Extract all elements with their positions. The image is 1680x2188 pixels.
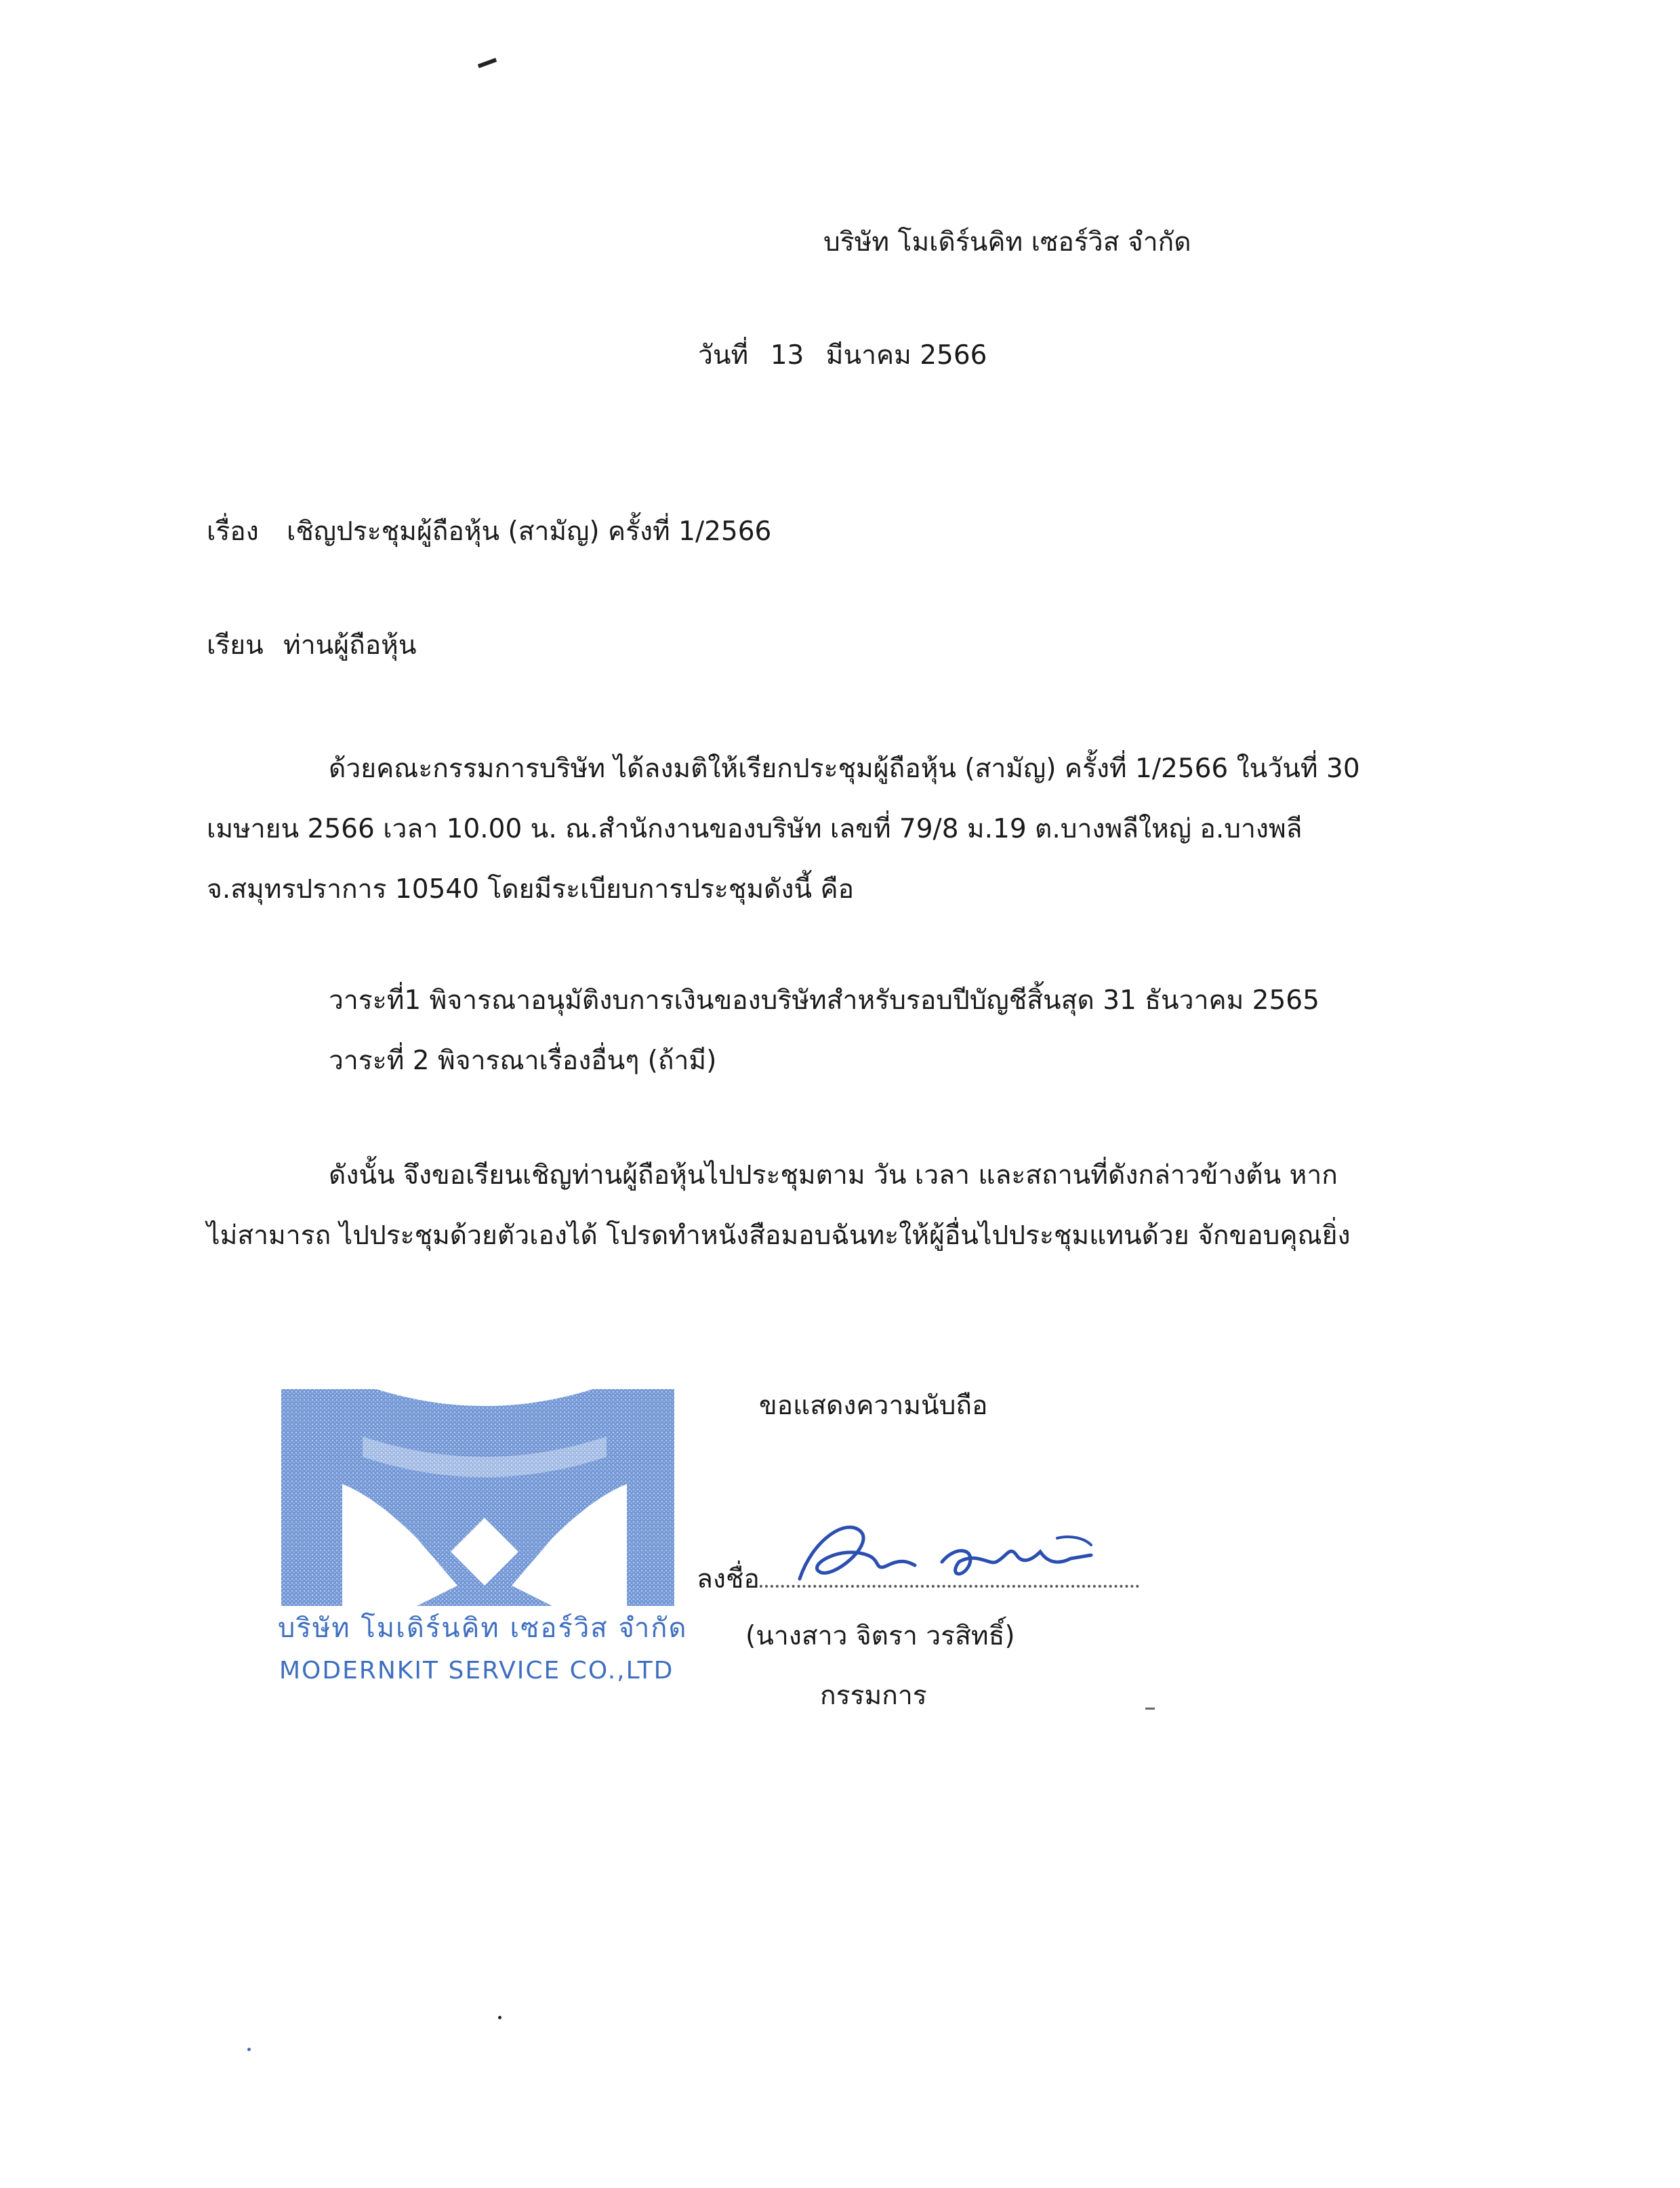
letter-date — [698, 340, 1000, 372]
scan-mark — [1145, 1708, 1155, 1710]
agenda-list — [329, 970, 1319, 1091]
paragraph-line: เมษายน 2566 เวลา 10.00 น. ณ.สำนักงานของบริษัท เลขที่ 79/8 ม.19 ต.บางพลีใหญ่ อ.บางพลี — [207, 814, 1303, 844]
body-paragraph-2 — [207, 1145, 1352, 1266]
date-prefix: วันที่ — [698, 340, 749, 371]
scan-mark — [478, 58, 497, 68]
paragraph-line: ไม่สามารถ ไปประชุมด้วยตัวเองได้ โปรดทำหนังสือมอบฉันทะให้ผู้อื่นไปประชุมแทนด้วย จักขอบคุณยิ่ง — [207, 1220, 1351, 1251]
signer-name: (นางสาว จิตรา วรสิทธิ์) — [745, 1621, 1015, 1651]
seal-english-text: MODERNKIT SERVICE CO.,LTD — [279, 1657, 674, 1685]
subject-label: เรื่อง — [207, 516, 259, 547]
seal-thai-text: บริษัท โมเดิร์นคิท เซอร์วิส จำกัด — [278, 1613, 688, 1644]
scan-mark — [498, 2016, 501, 2019]
signature-line — [697, 1564, 1139, 1596]
closing-regards: ขอแสดงความนับถือ — [759, 1390, 988, 1421]
salutation-label: เรียน — [207, 630, 264, 661]
date-day: 13 — [770, 340, 804, 371]
paragraph-line: จ.สมุทรปราการ 10540 โดยมีระเบียบการประชุมดังนี้ คือ — [207, 874, 854, 905]
sign-label: ลงชื่อ — [697, 1564, 760, 1594]
company-name: บริษัท โมเดิร์นคิท เซอร์วิส จำกัด — [823, 227, 1191, 257]
salutation-text: ท่านผู้ถือหุ้น — [283, 630, 417, 661]
signature-dotted-line — [760, 1565, 1139, 1588]
subject-line — [207, 516, 771, 548]
paragraph-line: ดังนั้น จึงขอเรียนเชิญท่านผู้ถือหุ้นไปประชุมตาม วัน เวลา และสถานที่ดังกล่าวข้างต้น หาก — [329, 1160, 1338, 1191]
salutation-line — [207, 630, 417, 662]
agenda-item: วาระที่ 2 พิจารณาเรื่องอื่นๆ (ถ้ามี) — [329, 1046, 717, 1076]
signer-title: กรรมการ — [820, 1680, 927, 1711]
agenda-item: วาระที่1 พิจารณาอนุมัติงบการเงินของบริษัทสำหรับรอบปีบัญชีสิ้นสุด 31 ธันวาคม 2565 — [329, 985, 1319, 1016]
date-month-year: มีนาคม 2566 — [825, 340, 987, 371]
body-paragraph-1 — [207, 739, 1360, 920]
scan-mark — [247, 2048, 251, 2051]
subject-text: เชิญประชุมผู้ถือหุ้น (สามัญ) ครั้งที่ 1/2566 — [287, 516, 772, 547]
paragraph-line: ด้วยคณะกรรมการบริษัท ได้ลงมติให้เรียกประชุมผู้ถือหุ้น (สามัญ) ครั้งที่ 1/2566 ในวันที่ 30 — [329, 754, 1360, 784]
